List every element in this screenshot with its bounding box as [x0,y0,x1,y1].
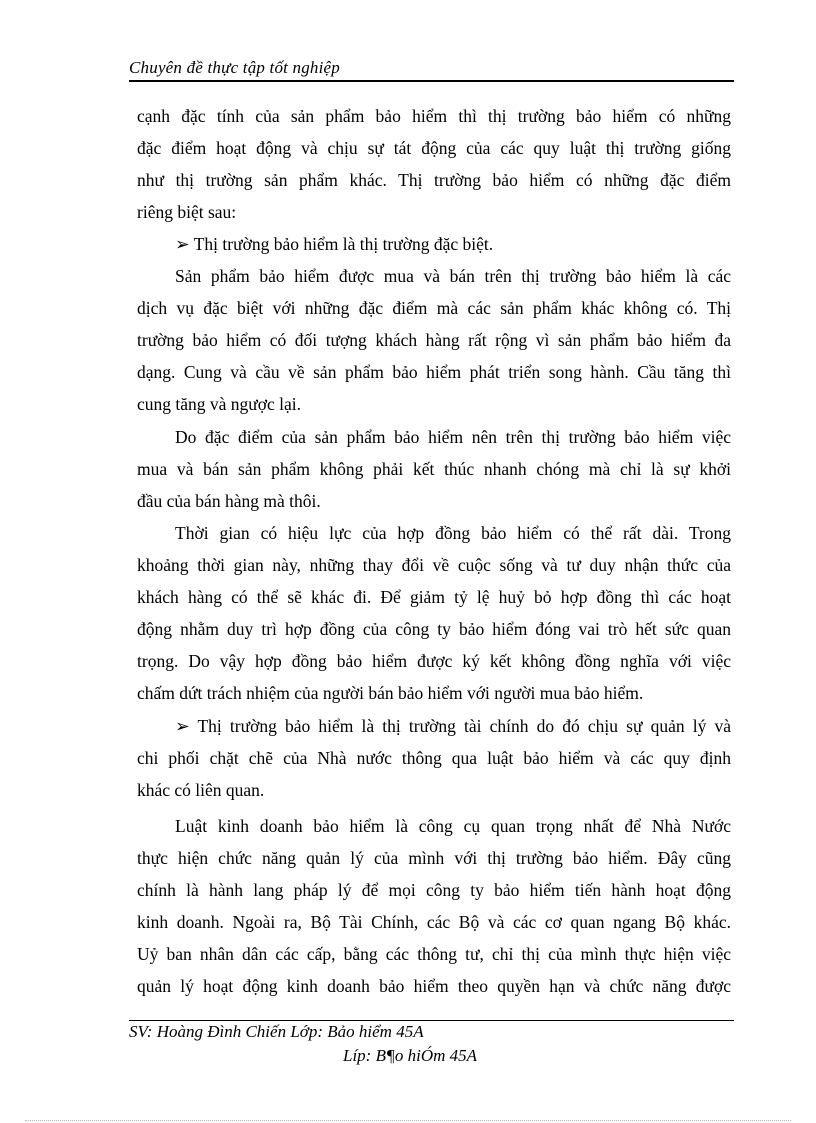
text-line: đầu của bán hàng mà thôi. [137,491,321,511]
text-line: dạng. Cung và cầu về sản phẩm bảo hiểm phát triển song hành. Cầu tăng thì [137,362,731,382]
text-line: mua và bán sản phẩm không phải kết thúc nhanh chóng mà chỉ là sự khởi [137,459,731,479]
text-line: khoảng thời gian này, những thay đổi về cuộc sống và tư duy nhận thức của [137,555,731,575]
text-line: đặc điểm hoạt động và chịu sự tát động của các quy luật thị trường giống [137,138,731,158]
text-line: dịch vụ đặc biệt với những đặc điểm mà các sản phẩm khác không có. Thị [137,298,731,318]
text-line: khác có liên quan. [137,780,265,800]
text-line: chi phối chặt chẽ của Nhà nước thông qua luật bảo hiểm và các quy định [137,748,731,768]
text-line: Thời gian có hiệu lực của hợp đồng bảo hiểm có thể rất dài. Trong [175,523,731,543]
page-bottom-edge [25,1120,791,1121]
text-line: trọng. Do vậy hợp đồng bảo hiểm được ký kết không đồng nghĩa với việc [137,651,731,671]
text-line: Sản phẩm bảo hiểm được mua và bán trên thị trường bảo hiểm là các [175,266,731,286]
text-line: quản lý hoạt động kinh doanh bảo hiểm theo quyền hạn và chức năng được [137,976,731,996]
text-line: riêng biệt sau: [137,202,237,222]
text-line: kinh doanh. Ngoài ra, Bộ Tài Chính, các Bộ và các cơ quan ngang Bộ khác. [137,912,731,932]
text-line: chấm dứt trách nhiệm của người bán bảo hiểm với người mua bảo hiểm. [137,683,644,703]
text-line: cạnh đặc tính của sản phẩm bảo hiểm thì thị trường bảo hiểm có những [137,106,731,126]
bullet-heading: ➢ Thị trường bảo hiểm là thị trường tài chính do đó chịu sự quản lý và [175,716,731,736]
text-line: Uỷ ban nhân dân các cấp, bằng các thông tư, chỉ thị của mình thực hiện việc [137,944,731,964]
page-header-title: Chuyên đề thực tập tốt nghiệp [129,58,341,77]
text-line: trường bảo hiểm có đối tượng khách hàng rất rộng vì sản phẩm bảo hiểm đa [137,330,731,350]
text-line: cung tăng và ngược lại. [137,394,302,414]
header-divider [129,80,734,82]
text-line: chính là hành lang pháp lý để mọi công ty bảo hiểm tiến hành hoạt động [137,880,731,900]
text-line: thực hiện chức năng quản lý của mình với thị trường bảo hiểm. Đây cũng [137,848,731,868]
bullet-heading: ➢ Thị trường bảo hiểm là thị trường đặc biệt. [175,234,494,254]
text-line: Do đặc điểm của sản phẩm bảo hiểm nên trên thị trường bảo hiểm việc [175,427,731,447]
footer-student-info: SV: Hoàng Đình Chiến Lớp: Bảo hiểm 45A [129,1022,424,1041]
text-line: như thị trường sản phẩm khác. Thị trường bảo hiểm có những đặc điểm [137,170,731,190]
footer-divider [129,1020,734,1021]
text-line: Luật kinh doanh bảo hiểm là công cụ quan trọng nhất để Nhà Nước [175,816,731,836]
text-line: khách hàng có thể sẽ khác đi. Để giảm tỷ lệ huỷ bỏ hợp đồng thì các hoạt [137,587,731,607]
text-line: động nhằm duy trì hợp đồng của công ty bảo hiểm đóng vai trò hết sức quan [137,619,731,639]
footer-class-info: Líp: B¶o hiÓm 45A [343,1046,478,1065]
